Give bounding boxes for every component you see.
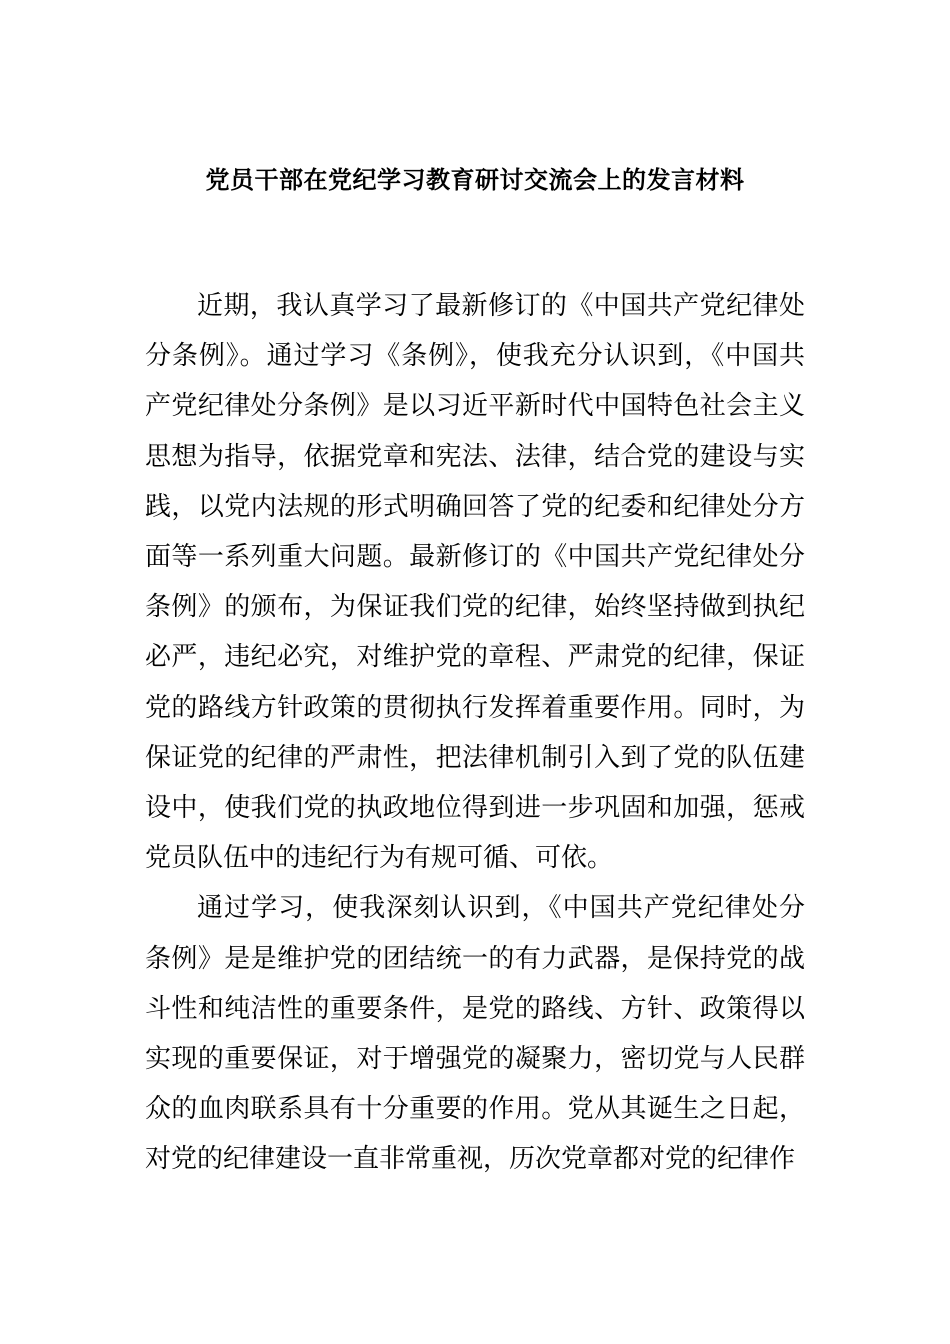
- paragraph-1: 近期，我认真学习了最新修订的《中国共产党纪律处分条例》。通过学习《条例》，使我充分认识到，《中国共产党纪律处分条例》是以习近平新时代中国特色社会主义思想为指导，依据党章和宪法、法律，结合党的建设与实践，以党内法规的形式明确回答了党的纪委和纪律处分方面等一系列重大问题。最新修订的《中国共产党纪律处分条例》的颁布，为保证我们党的纪律，始终坚持做到执纪必严，违纪必究，对维护党的章程、严肃党的纪律，保证党的路线方针政策的贯彻执行发挥着重要作用。同时，为保证党的纪律的严肃性，把法律机制引入到了党的队伍建设中，使我们党的执政地位得到进一步巩固和加强，惩戒党员队伍中的违纪行为有规可循、可依。: [145, 291, 805, 874]
- paragraph-2: 通过学习，使我深刻认识到，《中国共产党纪律处分条例》是是维护党的团结统一的有力武器，是保持党的战斗性和纯洁性的重要条件，是党的路线、方针、政策得以实现的重要保证，对于增强党的凝聚力，密切党与人民群众的血肉联系具有十分重要的作用。党从其诞生之日起，对党的纪律建设一直非常重视，历次党章都对党的纪律作: [145, 893, 805, 1175]
- document-title: 党员干部在党纪学习教育研讨交流会上的发言材料: [205, 166, 745, 194]
- document-body: [145, 281, 805, 1185]
